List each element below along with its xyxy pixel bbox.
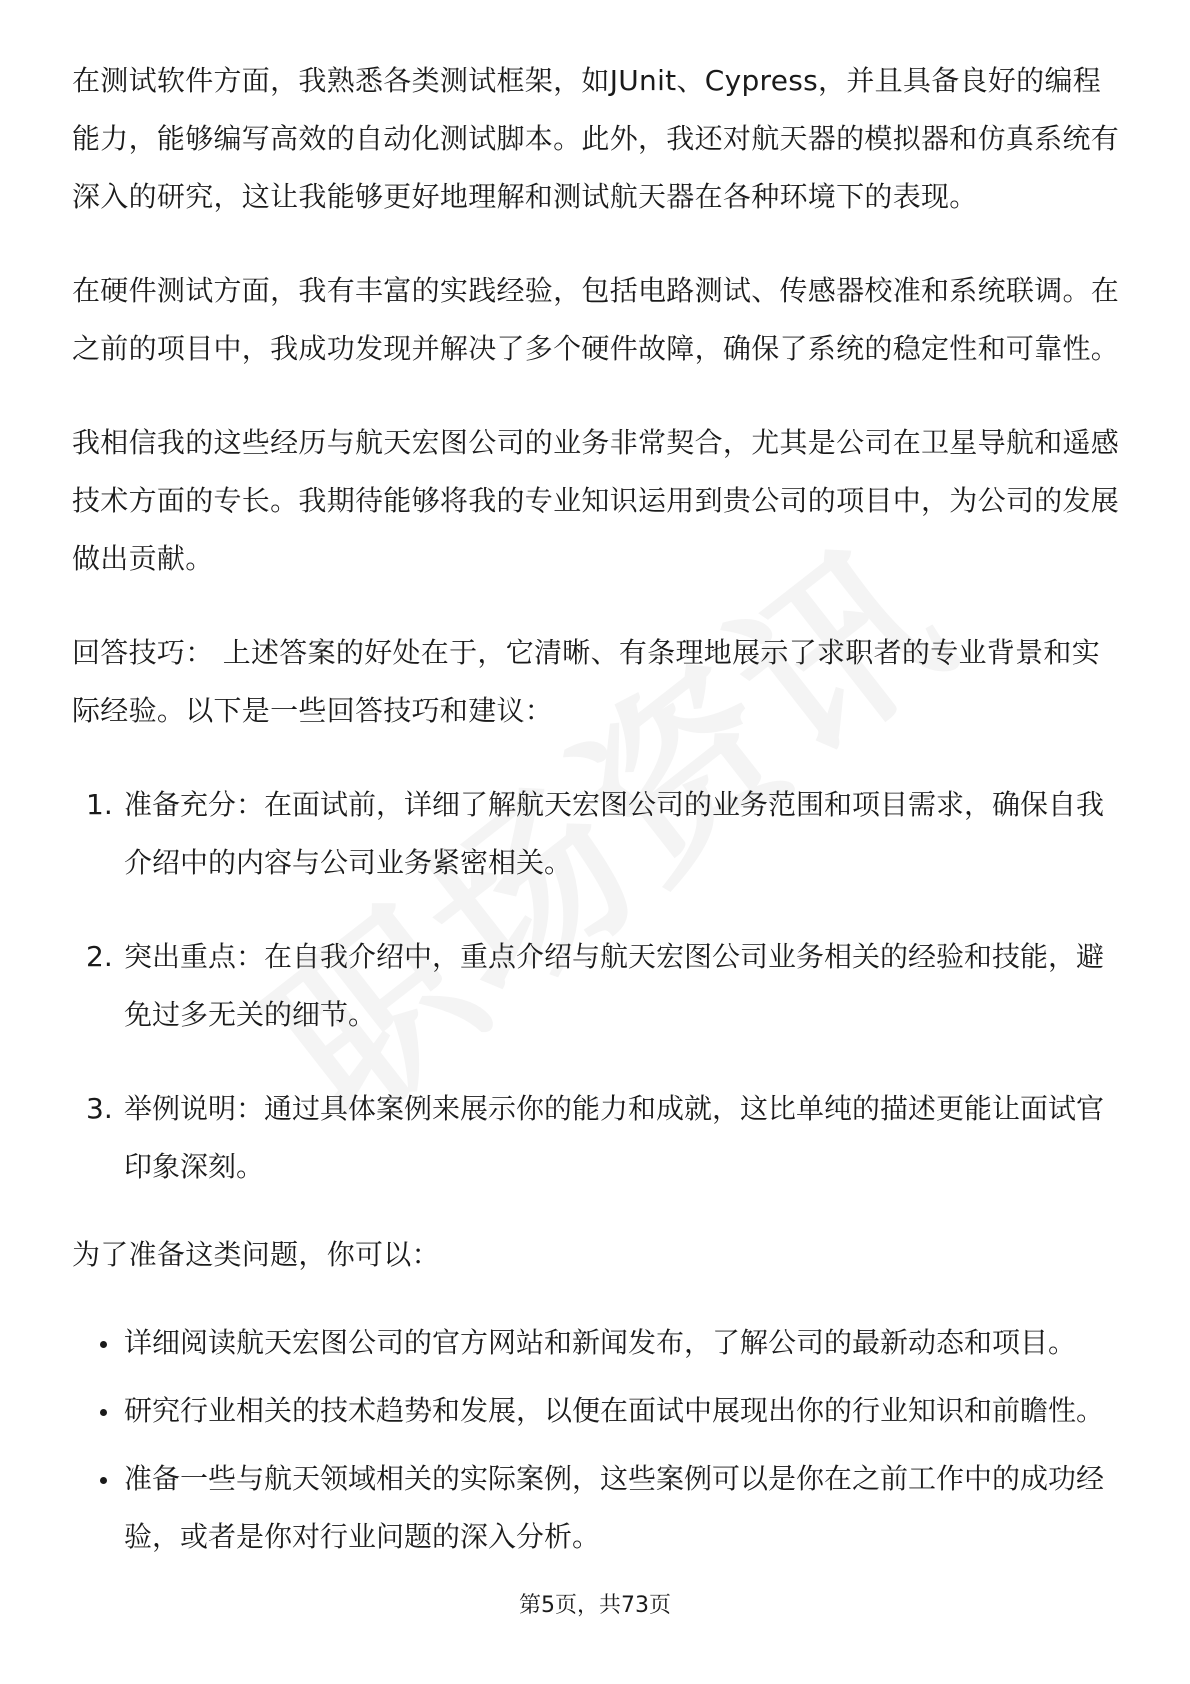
- list-number: 1.: [86, 788, 113, 821]
- bullet-item-text: 研究行业相关的技术趋势和发展，以便在面试中展现出你的行业知识和前瞻性。: [124, 1394, 1105, 1427]
- list-item: [86, 928, 1122, 1044]
- list-item: [86, 1080, 1122, 1196]
- list-item: [86, 776, 1122, 892]
- bullet-item-text: 准备一些与航天领域相关的实际案例，这些案例可以是你在之前工作中的成功经验，或者是你对行业问题的深入分析。: [124, 1462, 1105, 1553]
- list-item-text: 准备充分：在面试前，详细了解航天宏图公司的业务范围和项目需求，确保自我介绍中的内容与公司业务紧密相关。: [124, 788, 1105, 879]
- bullet-icon: [96, 1314, 124, 1372]
- bullet-item: [96, 1382, 1122, 1440]
- paragraph-company-fit: 我相信我的这些经历与航天宏图公司的业务非常契合，尤其是公司在卫星导航和遥感技术方面的专长。我期待能够将我的专业知识运用到贵公司的项目中，为公司的发展做出贡献。: [72, 426, 1120, 575]
- bullet-icon: [96, 1450, 124, 1566]
- paragraph-software-testing: 在测试软件方面，我熟悉各类测试框架，如JUnit、Cypress，并且具备良好的编程能力，能够编写高效的自动化测试脚本。此外，我还对航天器的模拟器和仿真系统有深入的研究，这让我能够更好地理解和测试航天器在各种环境下的表现。: [72, 64, 1120, 213]
- paragraph-answer-tips: 回答技巧： 上述答案的好处在于，它清晰、有条理地展示了求职者的专业背景和实际经验。以下是一些回答技巧和建议：: [72, 636, 1101, 727]
- list-number: 2.: [86, 940, 113, 973]
- paragraph-prep-intro: 为了准备这类问题，你可以：: [72, 1238, 440, 1271]
- page-content: [72, 52, 1122, 1566]
- list-number: 3.: [86, 1092, 113, 1125]
- bullet-item: [96, 1314, 1122, 1372]
- bullet-item-text: 详细阅读航天宏图公司的官方网站和新闻发布，了解公司的最新动态和项目。: [124, 1326, 1077, 1359]
- list-item-text: 举例说明：通过具体案例来展示你的能力和成就，这比单纯的描述更能让面试官印象深刻。: [124, 1092, 1105, 1183]
- bullet-icon: [96, 1382, 124, 1440]
- page-footer: 第5页，共73页: [519, 1593, 671, 1618]
- bullet-item: [96, 1450, 1122, 1566]
- paragraph-hardware-testing: 在硬件测试方面，我有丰富的实践经验，包括电路测试、传感器校准和系统联调。在之前的项目中，我成功发现并解决了多个硬件故障，确保了系统的稳定性和可靠性。: [72, 274, 1120, 365]
- list-item-text: 突出重点：在自我介绍中，重点介绍与航天宏图公司业务相关的经验和技能，避免过多无关的细节。: [124, 940, 1105, 1031]
